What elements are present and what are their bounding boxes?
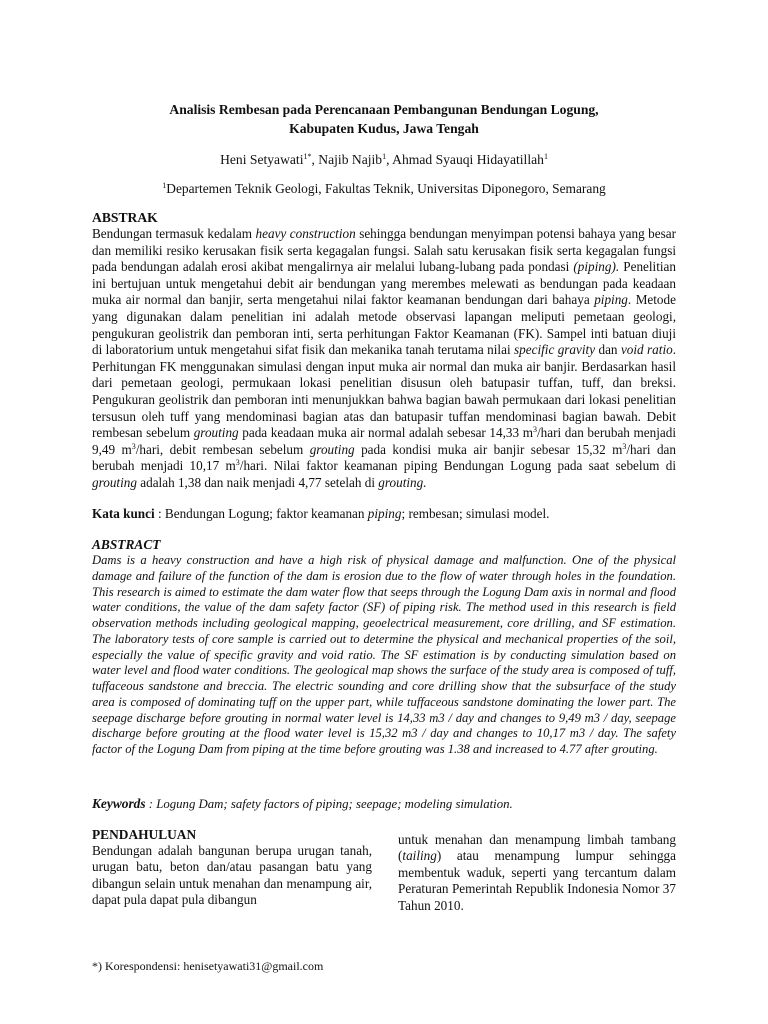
abstrak-text: dan (595, 342, 621, 358)
pendahuluan-right-text (398, 832, 676, 914)
abstrak-text: /hari dan berubah menjadi 10,17 m (92, 441, 676, 474)
unit-exponent: 3 (532, 425, 537, 435)
pendahuluan-left-text: Bendungan adalah bangunan berupa urugan tanah, urugan batu, beton dan/atau pasangan batu yang dibangun selain untuk menahan dan menampung air, dapat pula dapat pula dibangun (92, 843, 372, 908)
abstrak-body (92, 226, 676, 492)
abstrak-term: specific gravity (514, 342, 596, 358)
abstrak-text: /hari dan berubah menjadi 9,49 m (92, 425, 676, 457)
kata-kunci-term: piping (367, 506, 402, 521)
abstrak-text: pada keadaan muka air normal adalah sebesar 14,33 m (238, 425, 533, 441)
abstrak-text: Bendungan termasuk kedalam (92, 226, 256, 241)
affiliation (92, 180, 676, 198)
keywords-label: Keywords (92, 796, 146, 811)
affiliation-text: Departemen Teknik Geologi, Fakultas Teknik, Universitas Diponegoro, Semarang (166, 181, 606, 196)
kata-kunci-label: Kata kunci (92, 506, 155, 521)
unit-exponent: 3 (131, 441, 136, 451)
author-separator: , (311, 152, 319, 167)
author-affiliation-mark: 1* (303, 152, 312, 161)
pendahuluan-text: untuk menahan dan menampung limbah tambang ( (398, 832, 676, 864)
title-line-2: Kabupaten Kudus, Jawa Tengah (289, 121, 479, 136)
author-name: Ahmad Syauqi Hidayatillah (392, 152, 544, 167)
keywords (92, 796, 676, 812)
abstrak-term: (piping). (573, 259, 620, 275)
abstrak-text: . Metode yang digunakan dalam penelitian ini adalah metode observasi lapangan meliputi pemetaan geologi, pengukuran geolistrik dan pemboran inti, serta perhitungan Faktor Keamanan (FK). Sampel inti batuan diuji di laboratorium untuk mengetahui sifat fisik dan mekanika tanah terutama nilai (92, 292, 676, 358)
author-affiliation-mark: 1 (543, 152, 548, 161)
author-affiliation-mark: 1 (382, 152, 387, 161)
keywords-text: : Logung Dam; safety factors of piping; seepage; modeling simulation. (145, 797, 513, 811)
kata-kunci (92, 506, 676, 522)
abstrak-text: pada kondisi muka air banjir sebesar 15,32 m (354, 441, 623, 457)
affiliation-mark: 1 (162, 181, 167, 190)
unit-exponent: 3 (235, 458, 240, 468)
pendahuluan-heading: PENDAHULUAN (92, 827, 197, 842)
abstrak-text: /hari, debit rembesan sebelum (135, 441, 310, 457)
kata-kunci-text: ; rembesan; simulasi model. (401, 506, 550, 521)
title-line-1: Analisis Rembesan pada Perencanaan Pembangunan Bendungan Logung, (169, 102, 599, 117)
correspondence-footnote: *) Korespondensi: henisetyawati31@gmail.com (92, 959, 324, 973)
abstrak-text: . Perhitungan FK menggunakan simulasi dengan input muka air normal dan muka air banjir. Berdasarkan hasil dari pemetaan geologi, permukaan lokasi penelitian disusun oleh batupasir tuffan, tuff, dan breksi. Pengukuran geolistrik dan pemboran inti menunjukkan bahwa bagian bawah permukaan dari lokasi penelitian tersusun oleh tuff yang mendominasi bagian atas dan batupasir tuffan mendominasi bagian bawah. Debit rembesan sebelum (92, 342, 676, 441)
abstrak-term: grouting (193, 425, 239, 441)
unit-exponent: 3 (622, 441, 627, 451)
abstrak-term: piping (594, 292, 628, 308)
abstrak-text: Penelitian ini bertujuan untuk mengetahui debit air bendungan yang merembes melewati as bendungan pada keadaan muka air normal dan banjir, serta mengetahui nilai faktor keamanan bendungan dari bahaya (92, 259, 676, 308)
abstract-heading: ABSTRACT (92, 537, 161, 552)
kata-kunci-text: : Bendungan Logung; faktor keamanan (154, 506, 368, 521)
column-right (398, 832, 676, 914)
abstrak-term: heavy construction (255, 226, 356, 241)
author-name: Najib Najib (318, 152, 383, 167)
pendahuluan-term: tailing (402, 848, 437, 864)
paper-title (92, 100, 676, 138)
author-name: Heni Setyawati (220, 152, 304, 167)
column-left (92, 827, 372, 909)
abstract-body: Dams is a heavy construction and have a high risk of physical damage and malfunction. One of the physical damage and failure of the function of the dam is erosion due to the flow of water through holes in the foundation. This research is aimed to estimate the dam water flow that seeps through the Logung Dam axis in normal and flood water conditions, the value of the dam safety factor (SF) of piping risk. The method used in this research is field observation methods including geological mapping, geoelectrical measurement, core drilling, and SF estimation. The laboratory tests of core sample is carried out to determine the physical and mechanical properties of the soil, especially the value of specific gravity and void ratio. The SF estimation is by conducting simulation based on water level and flood water conditions. The geological map shows the surface of the study area is composed of tuff, tuffaceous sandstone and breccia. The electric sounding and core drilling show that the subsurface of the study area is composed of dominating tuff on the upper part, while tuffaceous sandstone dominating the lower part. The seepage discharge before grouting in normal water level is 14,33 m3 / day and changes to 9,49 m3 / day, seepage discharge before grouting at the flood water level is 15,32 m3 / day and changes to 10,17 m3 / day. The safety factor of the Logung Dam from piping at the time before grouting was 1.38 and increased to 4.77 after grouting. (92, 553, 676, 756)
author-list (92, 151, 676, 169)
abstrak-term: grouting (92, 474, 137, 490)
pendahuluan-text: ) atau menampung lumpur sehingga membentuk waduk, seperti yang tercantum dalam Peraturan Pemerintah Republik Indonesia Nomor 37 Tahun 2010. (398, 848, 676, 913)
abstrak-text: sehingga bendungan menyimpan potensi bahaya yang besar dan memiliki resiko kerusakan fisik serta kegagalan fungsi. Salah satu kerusakan fisik serta kegagalan fungsi pada bendungan adalah erosi akibat mengalirnya air melalui lubang-lubang pada pondasi (92, 226, 676, 275)
abstrak-text: adalah 1,38 dan naik menjadi 4,77 setelah di (136, 474, 379, 490)
abstrak-term: grouting. (378, 474, 427, 490)
author-separator: , (386, 152, 393, 167)
abstrak-term: void ratio (620, 342, 673, 358)
abstrak-term: grouting (309, 441, 355, 457)
abstrak-heading: ABSTRAK (92, 210, 158, 225)
abstrak-text: /hari. Nilai faktor keamanan piping Bendungan Logung pada saat sebelum di (239, 458, 676, 474)
